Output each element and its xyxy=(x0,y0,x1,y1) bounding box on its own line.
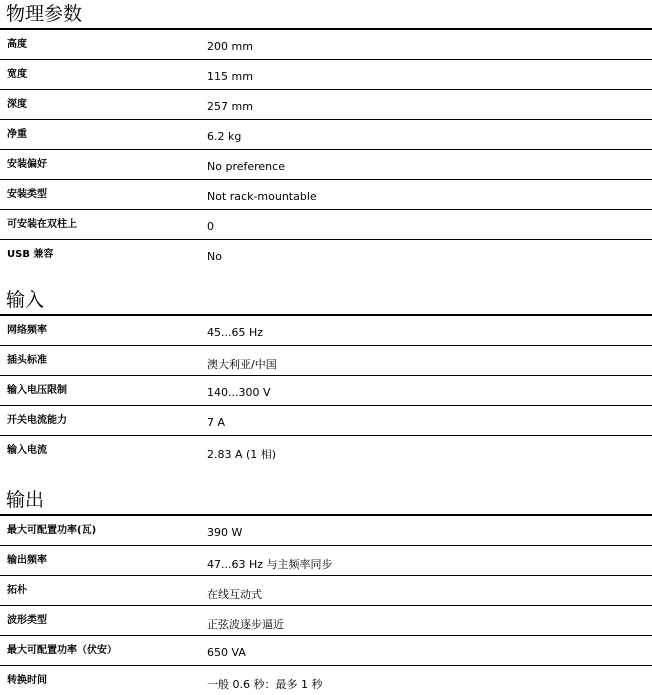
spec-row-network-frequency xyxy=(0,316,652,346)
spec-row-net-weight xyxy=(0,120,652,150)
spec-row-width xyxy=(0,60,652,90)
spec-label: USB 兼容 xyxy=(7,249,54,260)
spec-label: 网络频率 xyxy=(7,325,47,336)
spec-value: 390 W xyxy=(207,526,243,539)
spec-label: 最大可配置功率(瓦) xyxy=(7,525,97,536)
section-title: 物理参数 xyxy=(6,3,83,25)
spec-row-two-post-mountable xyxy=(0,210,652,240)
spec-row-mounting-preference xyxy=(0,150,652,180)
spec-label: 开关电流能力 xyxy=(7,415,67,426)
section-physical-parameters xyxy=(0,0,652,269)
spec-row-mounting-type xyxy=(0,180,652,210)
spec-value: 2.83 A (1 相) xyxy=(207,448,277,461)
section-input xyxy=(0,286,652,465)
spec-label: 安装类型 xyxy=(7,189,47,200)
spec-value: 47...63 Hz 与主频率同步 xyxy=(207,558,333,571)
spec-value: 正弦波逐步逼近 xyxy=(207,618,284,631)
spec-row-input-voltage-limits xyxy=(0,376,652,406)
spec-value: 澳大利亚/中国 xyxy=(207,358,277,371)
spec-label: 深度 xyxy=(7,99,27,110)
spec-row-transfer-time xyxy=(0,666,652,695)
spec-row-max-power-va xyxy=(0,636,652,666)
spec-label: 插头标准 xyxy=(7,355,47,366)
section-title: 输入 xyxy=(6,289,45,311)
spec-row-output-frequency xyxy=(0,546,652,576)
spec-label: 可安装在双柱上 xyxy=(7,219,77,230)
spec-label: 波形类型 xyxy=(7,615,47,626)
spec-row-height xyxy=(0,30,652,60)
spec-value: 200 mm xyxy=(207,40,253,53)
spec-label: 输入电流 xyxy=(7,445,47,456)
spec-row-usb-compatible xyxy=(0,240,652,269)
spec-value: 257 mm xyxy=(207,100,253,113)
spec-row-input-current xyxy=(0,436,652,465)
spec-value: 115 mm xyxy=(207,70,253,83)
spec-value: 0 xyxy=(207,220,214,233)
spec-label: 转换时间 xyxy=(7,675,47,686)
section-output xyxy=(0,486,652,695)
spec-row-plug-standard xyxy=(0,346,652,376)
spec-row-depth xyxy=(0,90,652,120)
spec-label: 净重 xyxy=(7,129,27,140)
spec-label: 输出频率 xyxy=(7,555,47,566)
spec-value: 一般 0.6 秒：最多 1 秒 xyxy=(207,678,323,691)
spec-table xyxy=(0,516,652,695)
spec-value: No xyxy=(207,250,222,263)
spec-label: 安装偏好 xyxy=(7,159,47,170)
spec-table xyxy=(0,316,652,465)
spec-row-switching-current xyxy=(0,406,652,436)
spec-value: 6.2 kg xyxy=(207,130,242,143)
spec-label: 宽度 xyxy=(7,69,27,80)
spec-value: 在线互动式 xyxy=(207,588,262,601)
spec-value: 45...65 Hz xyxy=(207,326,264,339)
spec-label: 拓朴 xyxy=(7,585,27,596)
spec-table xyxy=(0,30,652,269)
spec-value: 7 A xyxy=(207,416,226,429)
spec-label: 最大可配置功率（伏安） xyxy=(7,645,117,656)
spec-value: 650 VA xyxy=(207,646,246,659)
spec-value: Not rack-mountable xyxy=(207,190,317,203)
spec-label: 输入电压限制 xyxy=(7,385,67,396)
spec-row-topology xyxy=(0,576,652,606)
section-title: 输出 xyxy=(6,489,45,511)
spec-value: No preference xyxy=(207,160,285,173)
spec-row-max-power-watts xyxy=(0,516,652,546)
spec-row-waveform-type xyxy=(0,606,652,636)
spec-value: 140...300 V xyxy=(207,386,271,399)
spec-label: 高度 xyxy=(7,39,27,50)
